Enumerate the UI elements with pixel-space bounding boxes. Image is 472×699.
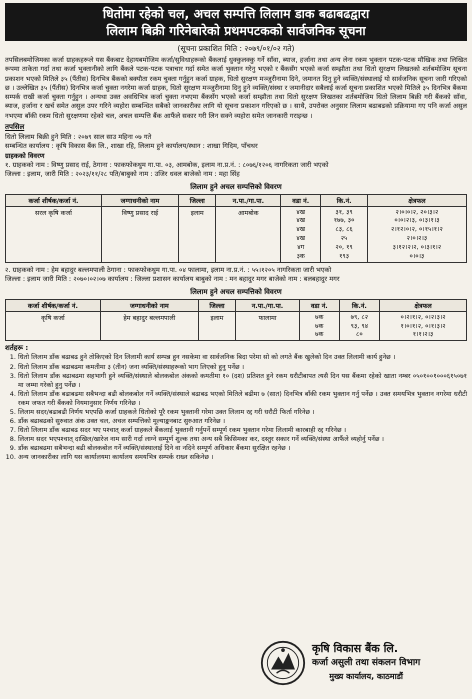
area-value: २।०।२।३ [406,234,428,243]
cell-area [380,311,467,341]
col-owner: जग्गाधनीको नाम [101,194,178,206]
table-header-row [6,194,467,206]
col-owner: जग्गाधनीको नाम [100,299,198,311]
ward-value: ३क [296,252,305,261]
col-kitta: कि.नं. [339,299,380,311]
tapasil-label: तपसिल [5,123,25,132]
cell-kitta [339,311,380,341]
list-item: 5. लिलाम सदर/बढाबढी निर्णय भएपछि कर्जा ग्राहकले धितोको पूरै रकम भुक्तानी गरेमा उक्त लिलाम रद्द गरी धरौटी फिर्ता गरिनेछ । [18,408,467,417]
area-value: २।१२।०।२, ०।१५।१।२ [391,225,443,234]
cell-wards [281,206,321,262]
kitta-value: ९३, ९४ [350,321,369,330]
terms-heading: शर्तहरू : [5,344,29,353]
header-line-2: लिलाम बिक्री गरिनेबारेको प्रथमपटकको सार्वजनिक सूचना [106,23,366,38]
terms-list [5,353,467,462]
table-row [6,206,467,262]
kitta-value: २०, १९ [335,243,353,252]
area-value: ३।१२।२।२, ०।३।१।२ [392,243,442,252]
ward-value: ४ख [296,234,305,243]
col-ward: वडा नं. [281,194,321,206]
col-municipality: न.पा./गा.पा. [216,194,281,206]
kitta-value: १९३ [339,252,350,261]
auction-date: धितो लिलाम बिक्री हुने मिति : २०७९ साल साउ महिना ०७ गते [5,133,152,142]
cell-district: इलाम [178,206,216,262]
ward-value: ४ख [296,207,305,216]
cell-wards [299,311,339,341]
notice-date: (सूचना प्रकाशित मिति : २०७९/०१/०२ गते) [177,44,295,53]
kitta-value: ७९, ८२ [350,312,369,321]
list-item: 2. धितो लिलाम डाँक बढाबढमा कमतीमा ३ (तीन) जना व्यक्ति/संस्थाहरूको भाग लिएको हुनु पर्नेछ । [18,363,467,372]
customer1-line1: १. ग्राहकको नाम : विष्णु प्रसाद राई, ठेगाना : फाकफोकथुम गा.पा. ०३, आमबोक, इलाम ना.प्र.नं. : ८०७६/१२०६ नागरिकता जारी भएको [5,160,329,169]
ward-value: ४ख [296,216,305,225]
ward-value: ४ख [296,225,305,234]
area-value: २।०।०।२, २०।३।२ [395,207,439,216]
intro-paragraph: तपसिलबमोजिमका कर्जा ग्राहकहरूले यस बैंकबाट देहायबमोजिम कर्जा/सुविधाहरूको बैंकलाई धुक्कुलक्कु गर्ने साँवा, ब्याज, हर्जाना तथा अन्य लेना रकम भुक्तान पटक-पटक मौखिक तथा लिखित रूपमा ताकेता गर्दा तथा कर्जा भुक्तानीको लागि बैंकले पटक-पटक पत्राचार गर्दा समेत कर्जा भुक्तान गरेनु भएको र बैंकसँग भएको कर्जा सम्झौता तथा धितो सुरक्षण लिखतको शर्तबमोजिम सूचना प्रकाशन भएको मितिले ३५ (पैंतीस) दिनभित्र बैंकको बक्यौता रकम चुक्ता गर्नुहुन कर्जा ग्राहक, धितो सुरक्षण मञ्जुरीनामा दिने, जमानत दिनु हुने व्यक्ति/संस्थालाई यो सार्वजनिक सूचना जारी गरिएको छ । उल्लेखित ३५ (पैंतीस) दिनभित्र कर्जा चुक्ता नगरेमा कर्जा ग्राहक, धितो सुरक्षण मञ्जुरीनामा दिनु हुने व्यक्ति/संस्था र जमानीदार सबैलाई कर्जा सूचना प्रकाशित भएको मितिले ३५ दिनभित्र बैंकमा सम्पर्क राखी कर्जा चुक्ता गर्नुहुन । अन्यथा उक्त अवधिभित्र कर्जा चुक्ता नभएमा बैंकसँग भएको कर्जा सम्झौता तथा धितो सुरक्षण लिखतका शर्तबमोजिम धितो लिलाम बिक्री गरी बैंकको साँवा, ब्याज, हर्जाना र खर्च समेत असुल उपर गरिने व्यहोरा सम्बन्धित सबैको जानकारीका लागि यो सूचना प्रकाशन गरिएको छ । साथै, उपरोक्त अनुसार लिलाम बढाबढको प्रक्रियामा गए पनि कर्जा असुल नभएमा बाँकी रकम धितो सुरक्षणमा रहेको चल, अचल सम्पत्ति बैंक आफैंले सकार गरी लिन सक्ने व्यहोरा समेत जानकारी गराइन्छ । [5,56,467,120]
cell-loan: कृषि कर्जा [6,311,101,341]
customer1-table-title: लिलाम हुने अचल सम्पत्तिको विवरण [190,182,282,191]
customer1-property-table [5,194,467,263]
list-item: 7. धितो लिलाम डाँक बढाबढ सदर भए पश्चात् कर्जा ग्राहकले बैंकलाई भुक्तानी गर्नुपर्ने सम्पूर्ण रकम भुक्तान गरेमा लिलामी कारबाही रद्द गरिनेछ । [18,426,467,435]
office-name: मुख्य कार्यालय, काठमाडौं [329,672,403,681]
col-district: जिल्ला [178,194,216,206]
area-value: ०।२।१।२, ०।२।३।२ [400,312,446,321]
kitta-value: ८३, ८६ [335,225,353,234]
customer2-line1: २. ग्राहकको नाम : हेम बहादुर बल्लमपाली ठेगाना : फाकफोकथुम गा.पा. ०४ फालामा, इलाम ना.प्र.नं. : ५५।१२०५ नागरिकता जारी भएको [5,266,332,274]
col-municipality: न.पा./गा.पा. [236,299,300,311]
col-area: क्षेत्रफल [380,299,467,311]
list-item: 3. धितो लिलाम डाँक बढाबढमा सहभागी हुने व्यक्ति/संस्थाले बोलकबोल अंकको कमतीमा १० (दश) प्रतिशत हुने रकम धरौटीबापत त्यसै दिन यस बैंकमा रहेको खाता नम्बर ०५०१००१०००६१५०७१ मा जम्मा गरेको हुनु पर्नेछ । [18,372,467,390]
area-value: ०।०।२।३, ०।३।१।३ [394,216,440,225]
ward-value: ७क [315,312,324,321]
col-ward: वडा नं. [299,299,339,311]
list-item: 8. लिलाम सदर भएपश्चात् दाखिल/खारेज नाम सारी गर्दा लाग्ने सम्पूर्ण शुल्क तथा अन्य सबै किसिमका कर, दस्तुर सकार गर्ने व्यक्ति/संस्था आफैंले व्यहोर्नु पर्नेछ । [18,435,467,444]
footer-text [312,642,420,684]
cell-area [367,206,466,262]
kitta-value: ८० [356,330,363,339]
area-value: १।१।२।३ [412,330,434,339]
kitta-value: १७७, ३० [333,216,355,225]
list-item: 6. डाँक बढाबढको सुरुवात अंक उक्त चल, अचल सम्पत्तिको मूल्याङ्कनबाट सुरुआत गरिनेछ । [18,417,467,426]
office-line: सम्बन्धित कार्यालय : कृषि विकास बैंक लि., शाखा रहि, लिलाम हुने कार्यालय/स्थान : शाखा गिदिम, पाँचथर [5,142,258,151]
list-item: 9. डाँक बढाबढमा सबैभन्दा बढी बोलकबोल गर्ने व्यक्ति/संस्थालाई दिने वा नदिने सम्पूर्ण अधिकार बैंकमा सुरक्षित रहनेछ । [18,444,467,453]
ward-value: ७क [315,330,324,339]
bank-emblem-icon [260,640,306,686]
kitta-value: २५ [340,234,348,243]
customer1-line2: जिल्ला : इलाम, जारी मिति : २०२३/११/२८ पति/बाबुको नाम : उजिर धवल बाजेको नाम : महा सिंह [5,170,240,179]
table-row [6,311,467,341]
header-line-1: धितोमा रहेको चल, अचल सम्पत्ति लिलाम डाक बढाबढद्वारा [102,6,370,21]
customer2-line2: जिल्ला : इलाम जारी मिति : २०७०।०२।०७ कार्यालय : जिल्ला प्रशासन कार्यालय बाबुको नाम : मन बहादुर मगर बाजेको नाम : बलबहादुर मगर [5,275,340,284]
cell-municipality: फालामा [236,311,300,341]
cell-loan: सरल कृषि कर्जा [6,206,102,262]
ward-value: ४ग [297,243,305,252]
list-item: 10. अन्य जानकारीका लागि यस कार्यालयमा कार्यालय समयभित्र सम्पर्क राख्न सकिनेछ । [18,453,467,462]
terms-section [5,344,467,462]
list-item: 1. धितो लिलाम डाँक बढाबढ हुने तोकिएको दिन लिलामी कार्य सम्पन्न हुन नसकेमा वा सार्वजनिक बिदा परेमा सो को लगते बैंक खुलेको दिन उक्त लिलामी कार्य हुनेछ । [18,353,467,362]
cell-owner: हेम बहादुर बल्लमपाली [100,311,198,341]
department-name: कर्जा असुली तथा संकलन विभाग [312,658,421,668]
bank-footer [260,633,465,693]
customer-heading: ग्राहकको विवरण [5,151,45,160]
table-header-row [6,299,467,311]
ward-value: ७क [315,321,324,330]
notice-header [5,3,467,41]
cell-owner: विष्णु प्रसाद राई [101,206,178,262]
bank-name: कृषि विकास बैंक लि. [312,642,399,655]
customer2-table-title: लिलाम हुने अचल सम्पत्तिको विवरण [190,287,282,296]
cell-municipality: आमबोक [216,206,281,262]
col-kitta: कि.नं. [321,194,368,206]
list-item: 4. धितो लिलाम डाँक बढाबढमा सबैभन्दा बढी बोलकबोल गर्ने व्यक्ति/संस्थाले बढाबढ भएको मितिले बढीमा ७ (सात) दिनभित्र बाँकी रकम भुक्तान गर्नु पर्नेछ । उक्त समयभित्र भुक्तान नगरेमा धरौटी रकम जफत गरी बैंकको नियमानुसार निर्णय गरिनेछ । [18,390,467,408]
cell-district: इलाम [198,311,235,341]
col-area: क्षेत्रफल [367,194,466,206]
customer2-property-table [5,299,467,342]
area-value: ०।०।३ [409,252,425,261]
col-loan: कर्जा शीर्षक/कर्जा नं. [6,299,101,311]
cell-kitta [321,206,368,262]
col-district: जिल्ला [198,299,235,311]
area-value: १।०।१।२, ०।१।३।२ [400,321,446,330]
kitta-value: ३१, ३९ [335,207,353,216]
col-loan: कर्जा शीर्षक/कर्जा नं. [6,194,102,206]
